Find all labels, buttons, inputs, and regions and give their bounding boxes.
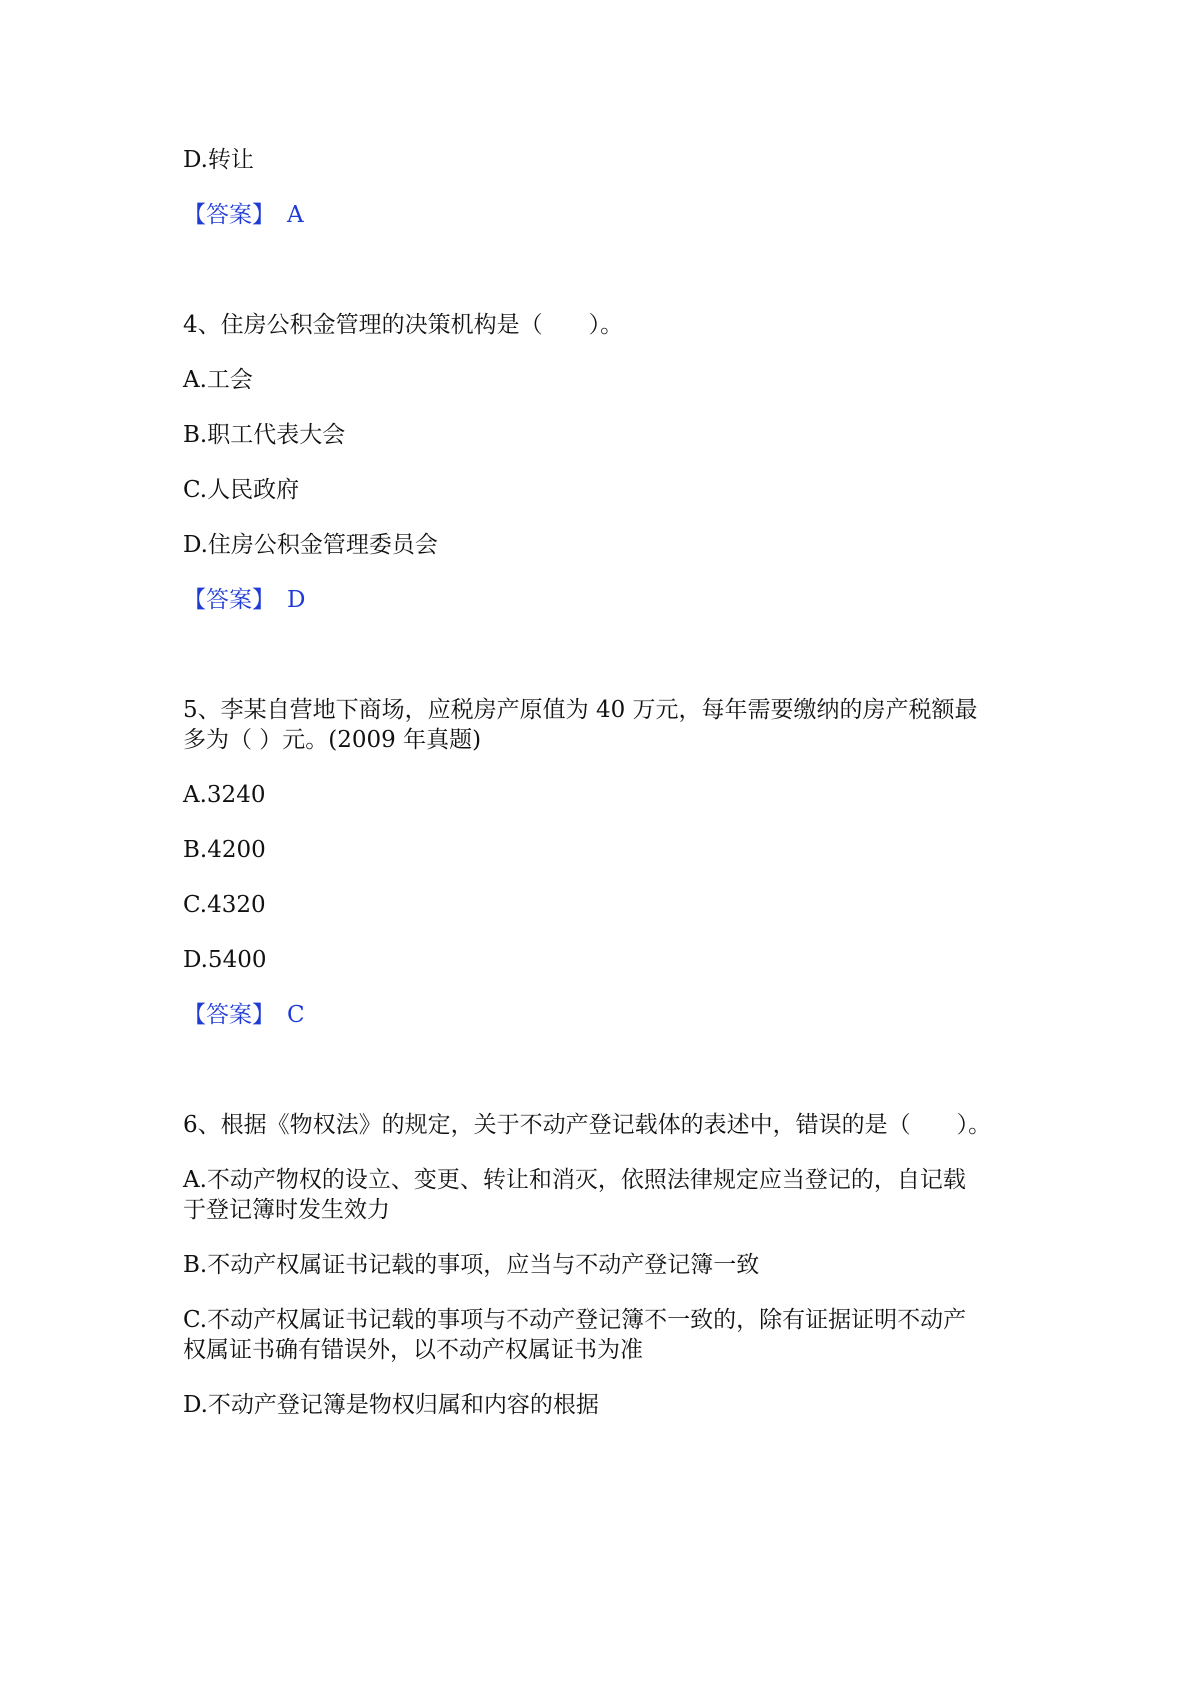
- answer-value: D: [287, 587, 306, 613]
- q5-option-b: B.4200: [183, 837, 266, 863]
- q4-option-c: C.人民政府: [183, 477, 300, 503]
- q6-stem: 6、根据《物权法》的规定，关于不动产登记载体的表述中，错误的是（ ）。: [183, 1112, 992, 1138]
- q5-option-d: D.5400: [183, 947, 267, 973]
- answer-value: C: [287, 1002, 305, 1028]
- q5-stem-line2: 多为（ ）元。(2009 年真题): [183, 727, 482, 753]
- q4-stem: 4、住房公积金管理的决策机构是（ ）。: [183, 312, 624, 338]
- q6-option-a-line2: 于登记簿时发生效力: [183, 1197, 390, 1223]
- q6-option-c-line2: 权属证书确有错误外，以不动产权属证书为准: [183, 1337, 643, 1363]
- q4-answer: [183, 585, 305, 615]
- q4-option-b: B.职工代表大会: [183, 422, 346, 448]
- prev-answer: [183, 200, 304, 230]
- q5-option-a: A.3240: [183, 782, 266, 808]
- q6-option-a-line1: A.不动产物权的设立、变更、转让和消灭，依照法律规定应当登记的，自记载: [183, 1167, 966, 1193]
- prev-option-d: D.转让: [183, 147, 254, 173]
- q6-option-d: D.不动产登记簿是物权归属和内容的根据: [183, 1392, 599, 1418]
- answer-label: 【答案】: [183, 1002, 275, 1028]
- q4-option-a: A.工会: [183, 367, 253, 393]
- q4-option-d: D.住房公积金管理委员会: [183, 532, 438, 558]
- q5-stem-line1: 5、李某自营地下商场，应税房产原值为 40 万元，每年需要缴纳的房产税额最: [183, 697, 978, 723]
- answer-label: 【答案】: [183, 202, 275, 228]
- q6-option-c-line1: C.不动产权属证书记载的事项与不动产登记簿不一致的，除有证据证明不动产: [183, 1307, 967, 1333]
- answer-label: 【答案】: [183, 587, 275, 613]
- q5-answer: [183, 1000, 305, 1030]
- q6-option-b: B.不动产权属证书记载的事项，应当与不动产登记簿一致: [183, 1252, 760, 1278]
- answer-value: A: [287, 202, 304, 228]
- q5-option-c: C.4320: [183, 892, 266, 918]
